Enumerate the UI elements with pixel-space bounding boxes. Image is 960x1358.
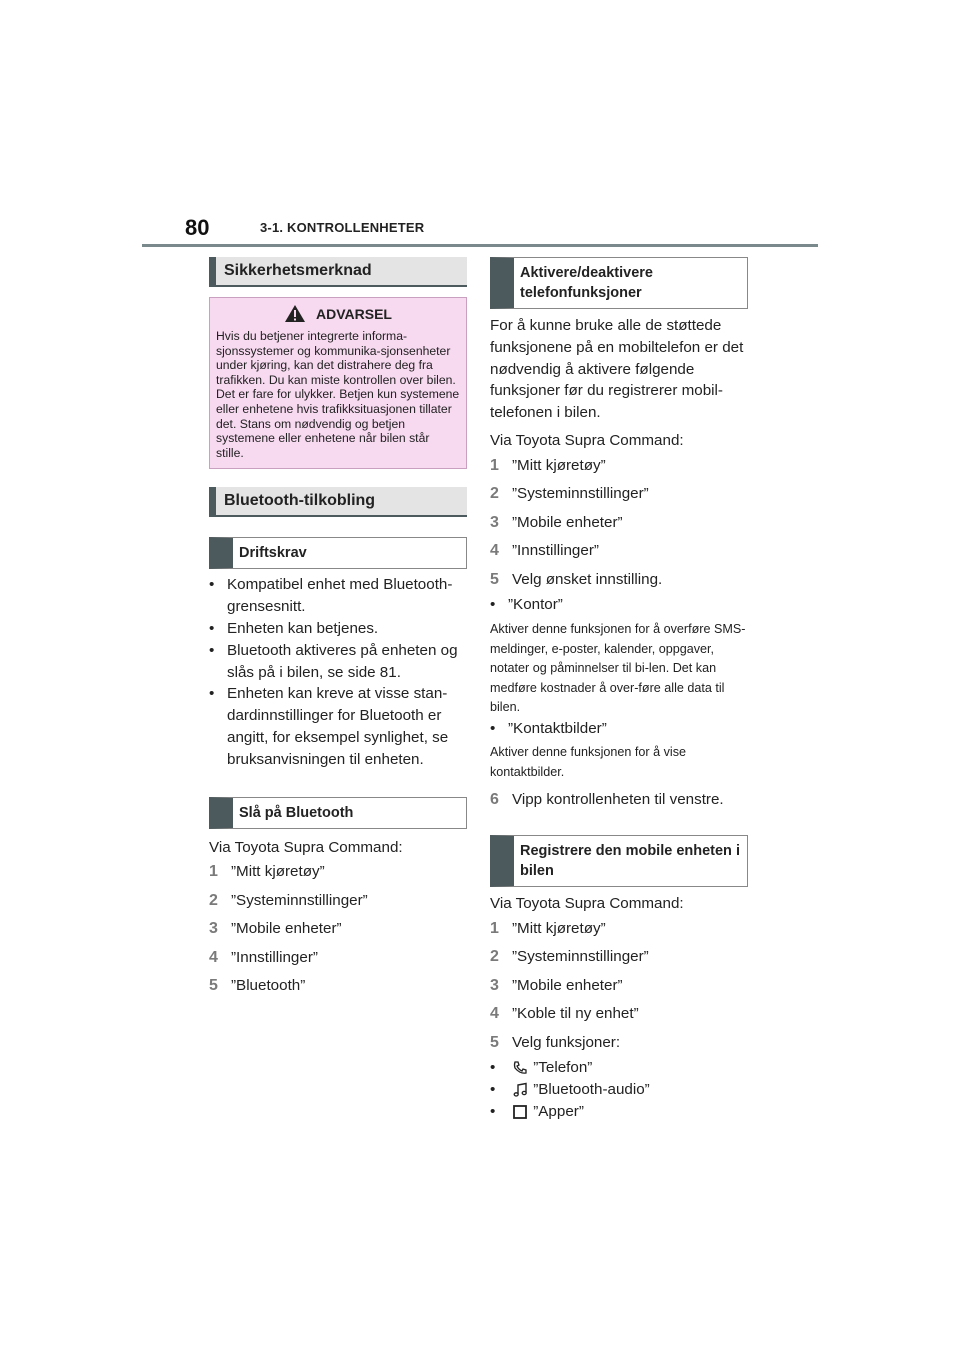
left-column: [209, 257, 467, 1001]
bluetooth-on-heading: Slå på Bluetooth: [209, 797, 467, 829]
step-text: ”Mitt kjøretøy”: [231, 863, 325, 881]
contacts-description: Aktiver denne funksjonen for å vise kontaktbilder.: [490, 745, 687, 779]
step-number: 6: [490, 791, 499, 809]
step-number: 1: [209, 863, 218, 881]
activate-heading: Aktivere/deaktivere telefonfunksjoner: [490, 257, 748, 309]
requirements-heading: Driftskrav: [209, 537, 467, 569]
step-item: [209, 858, 467, 887]
step-text: ”Mitt kjøretøy”: [512, 919, 606, 937]
step-item: [490, 1029, 748, 1058]
step-number: 3: [209, 920, 218, 938]
contacts-option: [490, 718, 748, 740]
steps-list: [490, 452, 748, 595]
bluetooth-heading: Bluetooth-tilkobling: [209, 487, 467, 517]
list-item: [490, 1079, 748, 1101]
function-label: ”Telefon”: [533, 1059, 593, 1077]
steps-list: [490, 786, 748, 815]
office-description: Aktiver denne funksjonen for å overføre SMS-meldinger, e-poster, kalender, oppgaver, notater og påminnelser til bi-len. Det kan medføre kostnader å over-føre alle data til bilen.: [490, 622, 746, 715]
steps-list: [490, 915, 748, 1058]
warning-title-row: [216, 304, 460, 323]
via-command-text: Via Toyota Supra Command:: [490, 431, 684, 449]
step-number: 3: [490, 513, 499, 531]
phone-icon: [512, 1060, 528, 1076]
step-item: [490, 509, 748, 538]
step-number: 2: [490, 485, 499, 503]
list-item: • Enheten kan kreve at visse stan-dardinnstillinger for Bluetooth er angitt, for eksempel synlighet, se bruksanvisningen til enheten.: [209, 683, 467, 770]
requirements-list: [209, 574, 467, 770]
safety-heading: Sikkerhetsmerknad: [209, 257, 467, 287]
activate-intro: For å kunne bruke alle de støttede funksjonene på en mobiltelefon er det nødvendig å aktivere følgende funksjoner før du registrerer mobil-telefonen i bilen.: [490, 317, 744, 422]
warning-text: Hvis du betjener integrerte informa-sjonssystemer og kommunika-sjonsenheter under kjøring, kan det distrahere deg fra trafikken. Du kan miste kontrollen over bilen. Det er fare for ulykker. Betjen kun systemene eller enhetene hvis trafikksituasjonen tillater det. Stans om nødvendig og betjen systemene eller enhetene når bilen står stille.: [216, 329, 460, 460]
step-text: ”Systeminnstillinger”: [512, 485, 649, 503]
list-item: • Bluetooth aktiveres på enheten og slås på i bilen, se side 81.: [209, 640, 467, 684]
register-heading: Registrere den mobile enheten i bilen: [490, 835, 748, 887]
step-number: 2: [209, 891, 218, 909]
music-note-icon: [512, 1082, 528, 1098]
option-label: • ”Kontaktbilder”: [490, 718, 748, 740]
step-number: 5: [490, 1033, 499, 1051]
step-item: [490, 566, 748, 595]
office-option: [490, 594, 748, 616]
step-number: 2: [490, 948, 499, 966]
step-number: 4: [490, 1005, 499, 1023]
step-item: [490, 786, 748, 815]
step-text: ”Mobile enheter”: [231, 920, 342, 938]
step-text: Velg ønsket innstilling.: [512, 570, 663, 588]
step-item: [490, 480, 748, 509]
step-text: Vipp kontrollenheten til venstre.: [512, 791, 724, 809]
step-text: ”Mobile enheter”: [512, 976, 623, 994]
step-text: ”Systeminnstillinger”: [231, 891, 368, 909]
list-item: [490, 1057, 748, 1079]
step-item: [490, 452, 748, 481]
warning-title: ADVARSEL: [316, 305, 392, 322]
step-number: 4: [490, 542, 499, 560]
page-number: 80: [185, 215, 210, 240]
functions-list: [490, 1057, 748, 1122]
function-label: ”Bluetooth-audio”: [533, 1080, 650, 1098]
via-command-text: Via Toyota Supra Command:: [490, 894, 684, 912]
step-number: 1: [490, 456, 499, 474]
step-item: [209, 972, 467, 1001]
list-item: • Enheten kan betjenes.: [209, 618, 467, 640]
step-text: ”Mobile enheter”: [512, 513, 623, 531]
step-item: [209, 887, 467, 916]
apps-square-icon: [512, 1104, 528, 1120]
step-number: 4: [209, 948, 218, 966]
step-item: [490, 915, 748, 944]
warning-triangle-icon: [284, 304, 306, 323]
option-label: • ”Kontor”: [490, 594, 748, 616]
warning-box: [209, 297, 467, 469]
header-divider: [142, 244, 818, 247]
step-text: ”Innstillinger”: [512, 542, 599, 560]
step-text: Velg funksjoner:: [512, 1033, 621, 1051]
step-number: 1: [490, 919, 499, 937]
step-text: ”Mitt kjøretøy”: [512, 456, 606, 474]
list-item: • Kompatibel enhet med Bluetooth-grensesnitt.: [209, 574, 467, 618]
section-title: 3-1. KONTROLLENHETER: [260, 220, 425, 235]
step-text: ”Bluetooth”: [231, 977, 306, 995]
step-number: 5: [209, 977, 218, 995]
step-item: [490, 537, 748, 566]
step-item: [490, 972, 748, 1001]
step-text: ”Koble til ny enhet”: [512, 1005, 639, 1023]
step-item: [209, 944, 467, 973]
via-command-text: Via Toyota Supra Command:: [209, 838, 403, 856]
list-item: [490, 1101, 748, 1123]
step-text: ”Innstillinger”: [231, 948, 318, 966]
step-number: 3: [490, 976, 499, 994]
step-item: [209, 915, 467, 944]
step-text: ”Systeminnstillinger”: [512, 948, 649, 966]
step-number: 5: [490, 570, 499, 588]
step-item: [490, 943, 748, 972]
step-item: [490, 1000, 748, 1029]
steps-list: [209, 858, 467, 1001]
right-column: [490, 257, 748, 1123]
function-label: ”Apper”: [533, 1102, 584, 1120]
